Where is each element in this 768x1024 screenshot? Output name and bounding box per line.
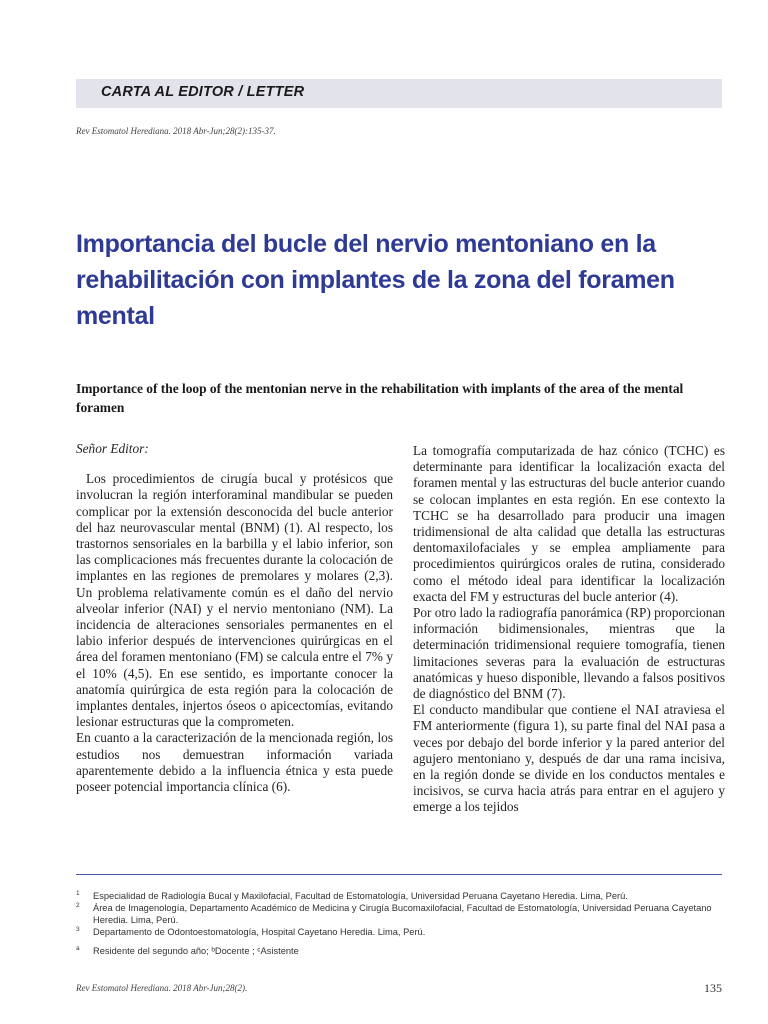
- footnote-text: Residente del segundo año; ᵇDocente ; ᶜAsistente: [93, 946, 299, 956]
- article-title: Importancia del bucle del nervio mentoniano en la rehabilitación con implantes de la zona del foramen mental: [76, 230, 675, 330]
- footnote-text: Área de Imagenología, Departamento Académico de Medicina y Cirugía Bucomaxilofacial, Facultad de Estomatología, Universidad Peruana Cayetano Heredia. Lima, Perú.: [93, 903, 712, 925]
- paragraph: En cuanto a la caracterización de la mencionada región, los estudios nos demuestran información variada aparentemente debido a la influencia étnica y esta puede poseer potencial importancia clínica (6).: [76, 730, 393, 795]
- journal-citation-bottom: Rev Estomatol Herediana. 2018 Abr-Jun;28(2).: [76, 983, 248, 993]
- paragraph: Por otro lado la radiografía panorámica (RP) proporcionan información bidimensionales, mientras que la determinación tridimensional requiere tomografía, tienen limitaciones severas para la evaluación de estructuras anatómicas y hueso disponible, llevando a falsos positivos de diagnóstico del BNM (7).: [413, 605, 726, 702]
- footnote-text: Especialidad de Radiología Bucal y Maxilofacial, Facultad de Estomatología, Universidad Peruana Cayetano Heredia. Lima, Perú.: [93, 891, 628, 901]
- footnote-mark: 3: [76, 926, 80, 933]
- article-subtitle: Importance of the loop of the mentonian nerve in the rehabilitation with implants of the area of the mental foramen: [76, 381, 684, 415]
- paragraph: El conducto mandibular que contiene el NAI atraviesa el FM anteriormente (figura 1), su parte final del NAI pasa a veces por debajo del borde inferior y la pared anterior del agujero mentoniano y, después de dar una rama incisiva, en la región donde se divide en los conductos mentales e incisivos, se curva hacia atrás para entrar en el agujero y emerge a los tejidos: [413, 702, 725, 815]
- footnote-mark: 1: [76, 890, 80, 897]
- footnote-divider: [76, 874, 722, 875]
- page-number: 135: [704, 981, 722, 995]
- body-column-left: [76, 441, 393, 795]
- footnote: [76, 890, 726, 902]
- footnote: [76, 926, 726, 938]
- section-label: CARTA AL EDITOR / LETTER: [101, 84, 305, 100]
- body-column-right: [413, 443, 725, 816]
- footnote: [76, 945, 726, 957]
- footnote: [76, 902, 726, 926]
- footnote-text: Departamento de Odontoestomatología, Hospital Cayetano Heredia. Lima, Perú.: [93, 927, 426, 937]
- paragraph: Los procedimientos de cirugía bucal y protésicos que involucran la región interforaminal mandibular se pueden complicar por la extensión desconocida del bucle anterior del haz neurovascular mental (BNM) (1). Al respecto, los trastornos sensoriales en la barbilla y el labio inferior, son las complicaciones más frecuentes durante la colocación de implantes en las regiones de premolares y molares (2,3). Un problema relativamente común es el daño del nervio alveolar inferior (NAI) y el nervio mentoniano (NM). La incidencia de alteraciones sensoriales permanentes en el labio inferior después de intervenciones quirúrgicas en el área del foramen mentoniano (FM) se calcula entre el 7% y el 10% (4,5). En ese sentido, es importante conocer la anatomía quirúrgica de esta región para la colocación de implantes dentales, injertos óseos o apicectomías, evitando lesionar estructuras que la comprometen.: [76, 471, 393, 730]
- footnote-mark: 2: [76, 902, 80, 909]
- footnotes: [76, 890, 726, 957]
- salutation: Señor Editor:: [76, 441, 149, 456]
- paragraph: La tomografía computarizada de haz cónico (TCHC) es determinante para identificar la localización exacta del foramen mental y las estructuras del bucle anterior cuando se colocan implantes en esta región. En ese contexto la TCHC se ha desarrollado para producir una imagen tridimensional de alta calidad que detalla las estructuras dentomaxilofaciales y se emplea ampliamente para procedimientos quirúrgicos orales de rutina, considerado como el método ideal para identificar la localización exacta del FM y estructuras del bucle anterior (4).: [413, 443, 725, 604]
- footnote-mark: a: [76, 945, 80, 952]
- journal-citation-top: Rev Estomatol Herediana. 2018 Abr-Jun;28(2):135-37.: [76, 126, 276, 136]
